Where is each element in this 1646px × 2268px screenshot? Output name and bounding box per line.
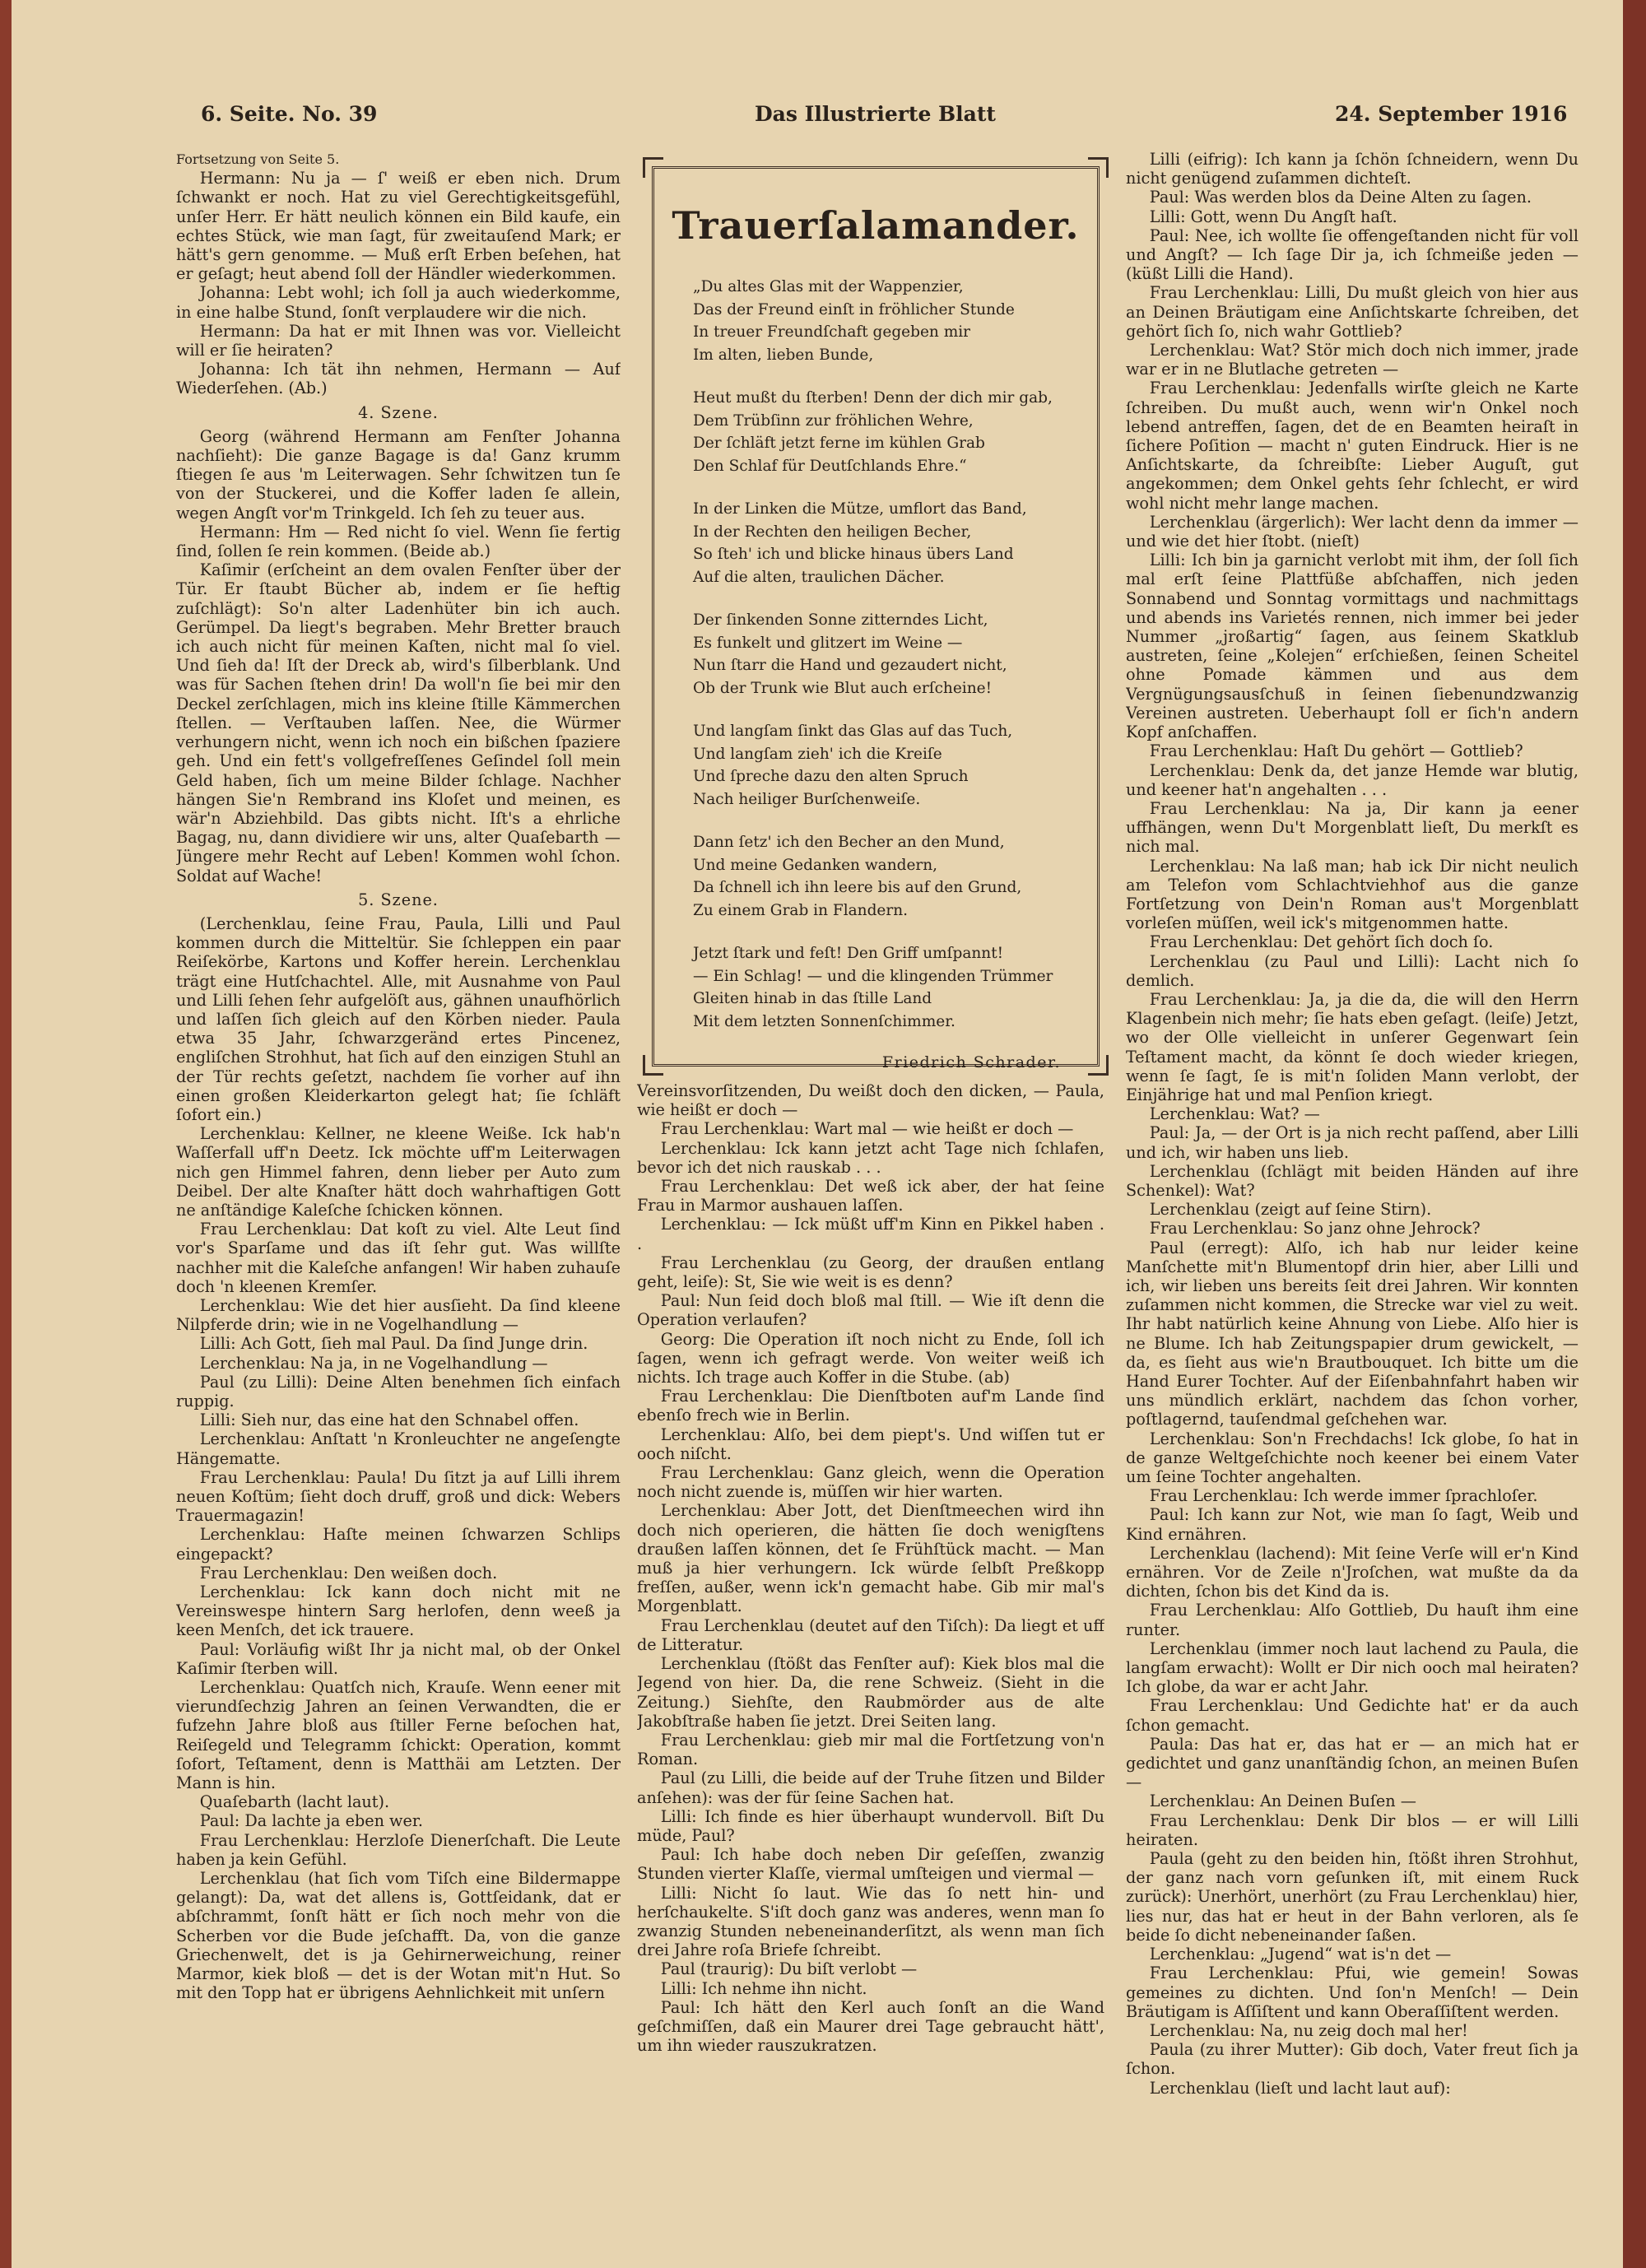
dialogue-paragraph: Frau Lerchenklau: Lilli, Du mußt gleich von hier aus an Deinen Bräutigam eine Anſichtskarte ſchreiben, det gehört ſich ſo, nich wahr Gottlieb? (1126, 283, 1579, 341)
dialogue-paragraph: Kaſimir (erſcheint an dem ovalen Fenſter über der Tür. Er ſtaubt Bücher ab, indem er ſie heftig zuſchlägt): So'n alter Ladenhüter bin ich auch. Gerümpel. Da liegt's begraben. Mehr Bretter brauch ich auch nicht für meinen Kaſten, nicht mal ſo viel. Und ſieh da! Iſt der Dreck ab, wird's ſilberblank. Und was für Sachen ſtehen drin! Da woll'n ſie bei mir den Deckel zerſchlagen, mich ins kleine ſtille Kämmerchen ſtellen. — Verſtauben laſſen. Nee, die Würmer verhungern nicht, wenn ich noch ein bißchen ſpaziere geh. Und ein fett's vollgefreſſenes Geſindel ſoll mein Geld haben, ſich um meine Bilder ſchlage. Nachher hängen Sie'n Rembrand ins Kloſet und meinen, es wär'n Abziehbild. Das gibts nicht. Iſt's a ehrliche Bagag, nu, dann dividiere wir uns, alter Quaſebarth — Jüngere mehr Recht auf Leben! Kommen wohl ſchon. Soldat auf Wache! (176, 560, 621, 885)
ornament-corner (643, 157, 663, 178)
dialogue-paragraph: Lerchenklau: Aber Jott, det Dienſtmeechen wird ihn doch nich operieren, die hätten ſie doch wenigſtens draußen laſſen können, det ſe Frühſtück macht. — Man muß ja hier verhungern. Ick würde ſelbſt Preßkopp freſſen, außer, wenn ick'n gemacht habe. Gib mir mal's Morgenblatt. (637, 1501, 1104, 1616)
poem-line: In der Linken die Mütze, umflort das Band, (693, 500, 1027, 518)
dialogue-paragraph: Lerchenklau: An Deinen Buſen — (1149, 1792, 1416, 1811)
dialogue-paragraph: Lerchenklau (immer noch laut lachend zu Paula, die langſam erwacht): Wollt er Dir nich ooch mal heiraten? Ich globe, da war er acht Jahr. (1126, 1638, 1579, 1697)
dialogue-paragraph: Frau Lerchenklau: Denk Dir blos — er will Lilli heiraten. (1126, 1810, 1579, 1849)
poem-stanza (654, 387, 1097, 477)
dialogue-paragraph: Lerchenklau: Wat? Stör mich doch nich immer, jrade war er in ne Blutlache getreten — (1126, 341, 1579, 379)
dialogue-paragraph: Georg (während Hermann am Fenſter Johanna nachſieht): Die ganze Bagage is da! Ganz krumm ſtiegen ſe aus 'm Leiterwagen. Sehr ſchwitzen tun ſe von der Stuckerei, und die Koffer laden ſe allein, wegen Angſt vor'm Trinkgeld. Ich ſeh zu teuer aus. (176, 426, 621, 523)
ornament-corner (1088, 157, 1109, 178)
dialogue-paragraph: Frau Lerchenklau: Na ja, Dir kann ja eener uffhängen, wenn Du't Morgenblatt lieſt, Du merkſt es nich mal. (1126, 798, 1579, 857)
poem-stanza (654, 720, 1097, 811)
dialogue-paragraph: Frau Lerchenklau: Wart mal — wie heißt er doch — (660, 1119, 1074, 1139)
dialogue-paragraph: Lilli: Ich bin ja garnicht verlobt mit ihm, der ſoll ſich mal erſt ſeine Plattfüße abſchaffen, nich jeden Sonnabend und Sonntag vormittags und nachmittags und abends ins Varietés rennen, nich immer bei jeder Nummer „jroßartig“ ſagen, aus ſeinem Skatklub austreten, ſeine „Kolejen“ erſchießen, ſeinen Scheitel ohne Pomade kämmen und aus dem Vergnügungsausſchuß in ſeinen ſiebenundzwanzig Vereinen austreten. Ueberhaupt ſoll er ſich'n andern Kopf anſchaffen. (1126, 551, 1579, 742)
binding-edge (1623, 0, 1646, 2268)
dialogue-paragraph: Hermann: Hm — Red nicht ſo viel. Wenn ſie fertig ſind, ſollen ſe rein kommen. (Beide ab.) (176, 522, 621, 561)
poem-line: Dann ſetz' ich den Becher an den Mund, (693, 834, 1005, 851)
dialogue-paragraph: Paul: Was werden blos da Deine Alten zu ſagen. (1149, 188, 1532, 207)
dialogue-paragraph: Lilli: Nicht ſo laut. Wie das ſo nett hin- und herſchaukelte. S'iſt doch ganz was anderes, wenn man ſo zwanzig Stunden nebeneinanderſitzt, als wenn man ſich drei Jahre roſa Briefe ſchreibt. (637, 1883, 1104, 1960)
poem-line: Und meine Gedanken wandern, (693, 856, 938, 874)
dialogue-paragraph: Quaſebarth (lacht laut). (199, 1792, 390, 1812)
dialogue-paragraph: Lerchenklau: Alſo, bei dem piept's. Und wiſſen tut er ooch niſcht. (637, 1424, 1104, 1463)
dialogue-paragraph: Paula (geht zu den beiden hin, ſtößt ihren Strohhut, der ganz nach vorn geſunken iſt, mit einem Ruck zurück): Unerhört, unerhört (zu Frau Lerchenklau) hier, lies nur, das hat er heut in der Bahn verloren, als ſe beide ſo dicht nebeneinander ſaßen. (1126, 1849, 1579, 1945)
dialogue-paragraph: Lerchenklau: Anſtatt 'n Kronleuchter ne angeſengte Hängematte. (176, 1429, 621, 1468)
poem-line: Und langſam zieh' ich die Kreiſe (693, 745, 942, 763)
dialogue-paragraph: Frau Lerchenklau: Det gehört ſich doch ſo. (1149, 932, 1494, 952)
dialogue-paragraph: Frau Lerchenklau (zu Georg, der draußen entlang geht, leiſe): St, Sie wie weit is es denn? (637, 1253, 1104, 1292)
dialogue-paragraph: Lilli: Gott, wenn Du Angſt haſt. (1149, 207, 1397, 226)
page-header (12, 102, 1623, 135)
poem-stanza (654, 498, 1097, 588)
poem-box (652, 166, 1100, 1071)
continuation-note: Fortsetzung von Seite 5. (176, 151, 340, 167)
poem-stanza (654, 831, 1097, 922)
dialogue-paragraph: Lilli: Ach Gott, ſieh mal Paul. Da ſind Junge drin. (199, 1334, 588, 1354)
newspaper-page (12, 0, 1623, 2268)
poem-line: „Du altes Glas mit der Wappenzier, (693, 278, 964, 295)
dialogue-paragraph: Paul (zu Lilli): Deine Alten benehmen ſich einfach ruppig. (176, 1372, 621, 1411)
dialogue-paragraph: Paul (erregt): Alſo, ich hab nur leider keine Manſchette mit'n Blumentopf drin hier, aber Lilli und ich, wir lieben uns bereits ſeit drei Jahren. Wir konnten zuſammen nicht kommen, die Strecke war viel zu weit. Ihr habt natürlich keine Ahnung von Liebe. Alſo hier is ne Blume. Ich hab Zeitungspapier drum gewickelt, — da, es ſieht aus wie'n Brautbouquet. Ich bitte um die Hand Eurer Tochter. Auf der Eiſenbahnfahrt haben wir uns mündlich erklärt, nachdem das ſchon vorher, poſtlagernd, tauſendmal geſchehen war. (1126, 1238, 1579, 1429)
dialogue-paragraph: Frau Lerchenklau: Die Dienſtboten auf'm Lande ſind ebenſo frech wie in Berlin. (637, 1387, 1104, 1425)
dialogue-paragraph: Lerchenklau (ärgerlich): Wer lacht denn da immer — und wie det hier ſtobt. (nieſt) (1126, 512, 1579, 551)
poem-line: In der Rechten den heiligen Becher, (693, 523, 972, 541)
dialogue-paragraph: Hermann: Da hat er mit Ihnen was vor. Vielleicht will er ſie heiraten? (176, 321, 621, 360)
poem-stanzas (654, 276, 1097, 1033)
dialogue-paragraph: Frau Lerchenklau: Jedenfalls wirſte gleich ne Karte ſchreiben. Du mußt auch, wenn wir'n Onkel noch lebend antreffen, ſagen, det de en Beamten heiraſt in ſichere Poſition — macht n' guten Eindruck. Hier is ne Anſichtskarte, da ſchreibſte: Lieber Auguſt, gut angekommen; dem Onkel gehts ſehr ſchlecht, er wird wohl nicht mehr lange machen. (1126, 379, 1579, 513)
poem-line: Heut mußt du ſterben! Denn der dich mir gab, (693, 389, 1053, 407)
poem-line: — Ein Schlag! — und die klingenden Trümmer (693, 967, 1053, 985)
poem-line: Es funkelt und glitzert im Weine — (693, 634, 963, 652)
dialogue-paragraph: Lerchenklau: Haſte meinen ſchwarzen Schlips eingepackt? (176, 1525, 621, 1564)
masthead-title: Das Illustrierte Blatt (755, 102, 996, 126)
dialogue-paragraph: Lilli: Sieh nur, das eine hat den Schnabel offen. (199, 1411, 579, 1430)
dialogue-paragraph: Paula (zu ihrer Mutter): Gib doch, Vater freut ſich ja ſchon. (1126, 2040, 1579, 2079)
poem-line: Und langſam ſinkt das Glas auf das Tuch, (693, 723, 1013, 740)
poem-line: Da ſchnell ich ihn leere bis auf den Grund, (693, 879, 1022, 896)
dialogue-paragraph: Frau Lerchenklau: Dat koſt zu viel. Alte Leut ſind vor's Sparſame und das iſt ſehr gut. Was willſte nachher mit die Kaleſche anfangen! Wir haben zuhauſe doch 'n kleenen Kremſer. (176, 1220, 621, 1296)
poem-line: Der ſchläft jetzt ferne im kühlen Grab (693, 435, 985, 452)
dialogue-paragraph: Lerchenklau: Quatſch nich, Krauſe. Wenn eener mit vierundſechzig Jahren an ſeinen Verwandten, die er fufzehn Jahre bloß aus ſtiller Ferne beſochen hat, Reiſegeld und Telegramm ſchickt: Operation, kommt ſofort, Teſtament, denn is Matthäi am Letzten. Der Mann is hin. (176, 1678, 621, 1793)
dialogue-paragraph: Frau Lerchenklau: Ja, ja die da, die will den Herrn Klagenbein nich mehr; ſie hats eben geſagt. (leiſe) Jetzt, wo der Olle vielleicht in unſerer Gegenwart ſein Teſtament macht, da könnt ſe doch wieder kriegen, wenn ſe ſagt, ſe is mit'n ſoliden Mann verlobt, der Einjährige hat und mal Penſion kriegt. (1126, 989, 1579, 1104)
dialogue-paragraph: Lerchenklau: — Ick müßt uff'm Kinn en Pikkel haben . . (637, 1215, 1104, 1253)
dialogue-paragraph: Johanna: Lebt wohl; ich ſoll ja auch wiederkomme, in eine halbe Stund, ſonſt verplaudere wir die nich. (176, 283, 621, 322)
scene-heading: 4. Szene. (358, 402, 439, 422)
dialogue-paragraph: Frau Lerchenklau: Det weß ick aber, der hat ſeine Frau in Marmor aushauen laſſen. (637, 1177, 1104, 1215)
dialogue-paragraph: Paul: Ich habe doch neben Dir geſeſſen, zwanzig Stunden vierter Klaſſe, viermal umſteigen und viermal — (637, 1845, 1104, 1884)
poem-stanza (654, 276, 1097, 366)
poem-line: Nach heiliger Burſchenweiſe. (693, 790, 921, 808)
dialogue-paragraph: Lerchenklau (ſchlägt mit beiden Händen auf ihre Schenkel): Wat? (1126, 1161, 1579, 1200)
dialogue-paragraph: Paul: Nun ſeid doch bloß mal ſtill. — Wie iſt denn die Operation verlaufen? (637, 1291, 1104, 1330)
dialogue-paragraph: Lerchenklau (hat ſich vom Tiſch eine Bildermappe gelangt): Da, wat det allens is, Gottſeidank, dat er abſchrammt, ſonſt hätt er ſich noch mehr von die Scherben vor die Bude jeſchafft. Da, von die ganze Griechenwelt, det is ja Gehirnerweichung, reiner Marmor, kiek bloß — det is der Wotan mit'n Hut. So mit den Topp hat er übrigens Aehnlichkeit mit unſern (176, 1869, 621, 2003)
dialogue-paragraph: Lerchenklau: Na laß man; hab ick Dir nicht neulich am Telefon vom Schlachtviehhof aus die ganze Fortſetzung von Dein'n Roman aus't Morgenblatt vorleſen müſſen, weil ick's mitgenommen hatte. (1126, 856, 1579, 933)
poem-line: Jetzt ſtark und feſt! Den Griff umſpannt! (693, 945, 1004, 962)
dialogue-paragraph: Lerchenklau: Na, nu zeig doch mal her! (1149, 2020, 1468, 2040)
dialogue-paragraph: Lerchenklau: Denk da, det janze Hemde war blutig, und keener hat'n angehalten . . . (1126, 760, 1579, 799)
dialogue-paragraph: Frau Lerchenklau: So janz ohne Jehrock? (1149, 1219, 1481, 1239)
dialogue-paragraph: Lilli: Ich finde es hier überhaupt wundervoll. Biſt Du müde, Paul? (637, 1806, 1104, 1845)
issue-date: 24. September 1916 (1335, 102, 1568, 126)
poem-line: Der ſinkenden Sonne zitterndes Licht, (693, 611, 988, 629)
dialogue-paragraph: Lerchenklau: Na ja, in ne Vogelhandlung — (199, 1353, 548, 1373)
poem-line: Mit dem letzten Sonnenſchimmer. (693, 1012, 956, 1030)
poem-line: Das der Freund einſt in fröhlicher Stunde (693, 300, 1015, 318)
dialogue-paragraph: Lerchenklau (zeigt auf ſeine Stirn). (1149, 1200, 1432, 1220)
poem-stanza (654, 942, 1097, 1033)
column-middle (637, 1081, 1104, 2258)
scene-heading: 5. Szene. (358, 890, 439, 909)
poem-line: Auf die alten, traulichen Dächer. (693, 568, 945, 586)
dialogue-paragraph: Paul: Ja, — der Ort is ja nich recht paſſend, aber Lilli und ich, wir haben uns lieb. (1126, 1123, 1579, 1162)
stage-direction: (Lerchenklau, ſeine Frau, Paula, Lilli und Paul kommen durch die Mitteltür. Sie ſchleppen ein paar Reiſekörbe, Kartons und Koffer herein. Lerchenklau trägt eine Hutſchachtel. Alle, mit Ausnahme von Paul und Lilli ſehen ſehr aufgelöſt aus, gähnen unaufhörlich und laſſen ſich gleich auf den Körben nieder. Paula etwa 35 Jahr, ſchwarzgeränd ertes Pincenez, engliſchen Strohhut, hat ſich auf den einzigen Stuhl an der Tür rechts geſetzt, nachdem ſie vorher auf ihn einen großen Kleiderkarton gelegt hat; ſie ſchläft ſofort ein.) (176, 913, 621, 1124)
dialogue-paragraph: Lilli (eifrig): Ich kann ja ſchön ſchneidern, wenn Du nicht genügend zuſammen dichteſt. (1126, 150, 1579, 188)
dialogue-paragraph: Frau Lerchenklau: Paula! Du ſitzt ja auf Lilli ihrem neuen Koſtüm; ſieht doch druff, groß und dick: Webers Trauermagazin! (176, 1467, 621, 1526)
poem-author: Friedrich Schrader. (881, 1053, 1061, 1071)
dialogue-paragraph: Lerchenklau (lieſt und lacht laut auf): (1149, 2078, 1451, 2098)
dialogue-paragraph: Lerchenklau: Wat? — (1149, 1104, 1320, 1124)
poem-line: Gleiten hinab in das ſtille Land (693, 990, 932, 1007)
dialogue-paragraph: Paul: Nee, ich wollte ſie offengeſtanden nicht für voll und Angſt? — Ich ſage Dir ja, ich ſchmeiße jeden — (küßt Lilli die Hand). (1126, 225, 1579, 284)
poem-line: Nun ſtarr die Hand und gezaudert nicht, (693, 657, 1007, 674)
dialogue-paragraph: Vereinsvorſitzenden, Du weißt doch den dicken, — Paula, wie heißt er doch — (637, 1081, 1104, 1120)
dialogue-paragraph: Hermann: Nu ja — ſ' weiß er eben nich. Drum ſchwankt er noch. Hat zu viel Gerechtigkeitsgefühl, unſer Herr. Er hätt neulich können ein Bild kaufe, ein echtes Stück, wie man ſagt, für zweitauſend Mark; er hätt's gern genomme. — Muß erſt Erben beſehen, hat er geſagt; heut abend ſoll der Händler wiederkommen. (176, 169, 621, 284)
dialogue-paragraph: Lerchenklau: „Jugend“ wat is'n det — (1149, 1945, 1452, 1964)
dialogue-paragraph: Frau Lerchenklau: Alſo Gottlieb, Du hauſt ihm eine runter. (1126, 1601, 1579, 1639)
poem-line: Im alten, lieben Bunde, (693, 346, 874, 364)
dialogue-paragraph: Frau Lerchenklau: Herzloſe Dienerſchaft. Die Leute haben ja kein Gefühl. (176, 1830, 621, 1869)
dialogue-paragraph: Georg: Die Operation iſt noch nicht zu Ende, ſoll ich ſagen, wenn ich gefragt werde. Von weiter weiß ich nichts. Ich trage auch Koffer in die Stube. (ab) (637, 1329, 1104, 1387)
dialogue-paragraph: Frau Lerchenklau (deutet auf den Tiſch): Da liegt et uff de Litteratur. (637, 1615, 1104, 1654)
dialogue-paragraph: Lerchenklau: Kellner, ne kleene Weiße. Ick hab'n Waſſerfall uff'n Deetz. Ick möchte uff'm Leiterwagen nich gen Himmel fahren, denn lieber per Auto zum Deibel. Der alte Knaſter hätt doch wahrhaftigen Gott ne anſtändige Kaleſche ſchicken können. (176, 1124, 621, 1220)
dialogue-paragraph: Frau Lerchenklau: Den weißen doch. (199, 1563, 498, 1582)
dialogue-paragraph: Paul (traurig): Du biſt verlobt — (660, 1959, 918, 1979)
dialogue-paragraph: Lilli: Ich nehme ihn nicht. (660, 1978, 867, 1998)
ornament-corner (643, 1055, 663, 1076)
dialogue-paragraph: Paul: Vorläufig wißt Ihr ja nicht mal, ob der Onkel Kaſimir ſterben will. (176, 1639, 621, 1678)
poem-line: So ſteh' ich und blicke hinaus übers Land (693, 546, 1014, 563)
dialogue-paragraph: Johanna: Ich tät ihn nehmen, Hermann — Auf Wiederſehen. (Ab.) (176, 360, 621, 398)
dialogue-paragraph: Lerchenklau: Wie det hier ausſieht. Da ſind kleene Nilpferde drin; wie in ne Vogelhandlung — (176, 1295, 621, 1335)
dialogue-paragraph: Lerchenklau (lachend): Mit ſeine Verſe will er'n Kind ernähren. Vor de Zeile n'Jroſchen, wat mußte da da dichten, ſchon bis det Kind da is. (1126, 1543, 1579, 1601)
dialogue-paragraph: Lerchenklau (ſtößt das Fenſter auf): Kiek blos mal die Jegend von hier. Da, die rene Schweiz. (Sieht in die Zeitung.) Siehſte, den Raubmörder aus de alte Jakobſtraße haben ſie jetzt. Drei Seiten lang. (637, 1654, 1104, 1731)
ornament-corner (1088, 1055, 1109, 1076)
dialogue-paragraph: Paul: Ich hätt den Kerl auch ſonſt an die Wand geſchmiſſen, daß ein Maurer drei Tage gebraucht hätt', um ihn wieder rauszukratzen. (637, 1997, 1104, 2056)
dialogue-paragraph: Lerchenklau: Ick kann jetzt acht Tage nich ſchlafen, bevor ich det nich rauskab . . . (637, 1138, 1104, 1177)
poem-line: Dem Trübſinn zur fröhlichen Wehre, (693, 411, 974, 430)
dialogue-paragraph: Paula: Das hat er, das hat er — an mich hat er gedichtet und ganz unanſtändig ſchon, an meinen Buſen — (1126, 1734, 1579, 1792)
dialogue-paragraph: Lerchenklau: Ick kann doch nicht mit ne Vereinswespe hintern Sarg herlofen, denn weeß ja keen Menſch, det ick trauere. (176, 1582, 621, 1640)
poem-line: Ob der Trunk wie Blut auch erſcheine! (693, 679, 993, 697)
column-left (176, 150, 621, 2256)
poem-line: In treuer Freundſchaft gegeben mir (693, 323, 971, 341)
dialogue-paragraph: Lerchenklau (zu Paul und Lilli): Lacht nich ſo demlich. (1126, 951, 1579, 990)
dialogue-paragraph: Paul: Ich kann zur Not, wie man ſo ſagt, Weib und Kind ernähren. (1126, 1505, 1579, 1544)
page-number: 6. Seite. No. 39 (201, 102, 378, 126)
poem-title: Trauerſalamander. (672, 203, 1080, 248)
dialogue-paragraph: Paul: Da lachte ja eben wer. (199, 1811, 423, 1831)
column-right (1126, 150, 1579, 2256)
poem-line: Zu einem Grab in Flandern. (693, 901, 909, 919)
dialogue-paragraph: Lerchenklau: Son'n Frechdachs! Ick globe, ſo hat in de ganze Weltgeſchichte noch keener bei einem Vater um ſeine Tochter angehalten. (1126, 1429, 1579, 1487)
dialogue-paragraph: Frau Lerchenklau: Pfui, wie gemein! Sowas gemeines zu dichten. Und ſon'n Menſch! — Dein Bräutigam is Aſſiſtent und kann Oberaſſiſtent werden. (1126, 1964, 1579, 2021)
dialogue-paragraph: Frau Lerchenklau: Ganz gleich, wenn die Operation noch nicht zuende is, müſſen wir hier warten. (637, 1463, 1104, 1502)
dialogue-paragraph: Frau Lerchenklau: gieb mir mal die Fortſetzung von'n Roman. (637, 1730, 1104, 1769)
poem-line: Und ſpreche dazu den alten Spruch (693, 768, 969, 785)
dialogue-paragraph: Frau Lerchenklau: Und Gedichte hat' er da auch ſchon gemacht. (1126, 1696, 1579, 1735)
poem-line: Den Schlaf für Deutſchlands Ehre.“ (693, 457, 967, 475)
poem-stanza (654, 609, 1097, 699)
dialogue-paragraph: Frau Lerchenklau: Haſt Du gehört — Gottlieb? (1149, 741, 1523, 761)
dialogue-paragraph: Paul (zu Lilli, die beide auf der Truhe ſitzen und Bilder anſehen): was der für ſeine Sachen hat. (637, 1768, 1104, 1807)
dialogue-paragraph: Frau Lerchenklau: Ich werde immer ſprachloſer. (1149, 1486, 1538, 1506)
